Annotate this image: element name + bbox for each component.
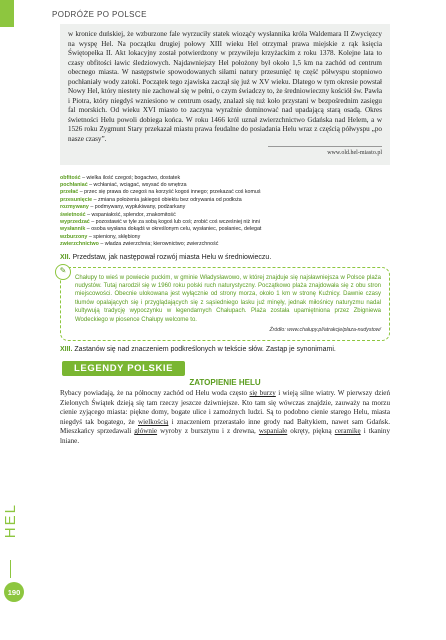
glossary-item: wysłannik – osoba wysłana dokądś w określonym celu, wysłaniec, posłaniec, delegat [60, 226, 262, 233]
glossary-item: pochłaniać – wchłaniać, wciągać, wsysać do wnętrza [60, 181, 187, 188]
glossary-item: świetność – wspaniałość, splendor, znakomitość [60, 211, 176, 218]
info-box-source: Źródło: www.chalupy.pl/atrakcje/plaza-nudystow/ [269, 327, 381, 333]
legend-text: Rybacy powiadają, że na północny zachód od Helu woda często się burzy i wieją silne wiatry. W pierwszy dzień Zielonych Świątek dzieją się tam rzeczy jeszcze dziwniejsze. Kto tam się wówczas znajdzie, zauważy na morzu cienie zyjącego miasta: piękne domy, bogate ulice i zamożnych ludzi. Są to podobno cienie starego Helu, miasta niegdyś tak bogatego, że wielkością i znaczeniem przerastało inne grody nad Bałtykiem, nawet sam Gdańsk. Mieszkańcy sprzedawali głównie wyroby z bursztynu i z drewna, wspaniałe okręty, piękną ceramikę i tkaniny lniane. [60, 389, 391, 445]
top-accent-bar [0, 0, 14, 27]
reading-passage [60, 24, 390, 165]
glossary-item: przełać – przec się prawa do czegoś na korzyść kogoś innego; przekazać coś komuś [60, 189, 261, 196]
glossary-item: przesunięcie – zmiana położenia jakiegoś obiektu bez odrywania od podłoża [60, 196, 242, 203]
sidebar-chapter-tag: HEL [2, 503, 19, 539]
main-content [60, 24, 390, 446]
sidebar-divider [10, 560, 11, 578]
glossary-item: obfitość – wielka ilość czegoś; bogactwo, dostatek [60, 174, 181, 181]
info-box [60, 267, 390, 342]
task-12: XII. Przedstaw, jak następował rozwój miasta Helu w średniowieczu. [60, 253, 272, 261]
glossary-item: wzburzony – spieniony, skłębiony [60, 233, 141, 240]
info-box-text: Chałupy to wieś w powiecie puckim, w gminie Władysławowo, w której znajduje się najsławniejsza w Polsce plaża nudystów. Tutaj narodził się w 1960 roku polski ruch naturystyczny. Początkowo plaża znajdowała się z obu stron miejscowości. Obecnie ulokowana jest wyłącznie od strony morza, około 1 km w stronę Kuźnicy. Dawnie czasy tłumów opalających się i przyglądających się z sąsiedniego lasku już minęły, jednak miłośnicy naturyzmu nadal kultywują tradycję wypoczynku w legendarnych Chałupach. Plaża została upamiętniona przez Zbigniewa Wodeckiego w piosence Chałupy welcome to. [75, 274, 381, 323]
pen-icon: ✎ [55, 264, 71, 280]
legend-banner: LEGENDY POLSKIE [62, 361, 185, 376]
reading-source: www.old.hel-miasto.pl [327, 150, 382, 156]
glossary [60, 175, 390, 249]
legend-title: ZATOPIENIE HELU [189, 378, 261, 388]
page-number: 190 [4, 582, 24, 602]
section-header: PODRÓŻE PO POLSCE [52, 10, 147, 19]
reading-text: w kronice duńskiej, że wzburzone fale wyrzuciły statek wioząćy wysłannika króla Waldemara II Zwycięzcy na wyspę Hel. Na początku drugiej połowy XIII wieku Hel otrzymał prawa miejskie z rąk księcia Świętopełka II. Akt lokacyjny został potwierdzony w przywileju krzyżackim z roku 1378. Kolejne lata to czasy obfitości ławic śledziowych. Najdawniejszy Hel położony był około 1,5 km na zachód od centrum obecnego miasta. W następstwie spowodowanych siłami natury przesunięć tę część półwyspu stopniowo pochłaniały wody zatoki. Początek tego zjawiska zaczął się już w XV wieku. Dlatego w tym okresie powstał Nowy Hel, który niestety nie zachował się w pełni, o czym świadczy to, że średniowieczny kościół św. Pawła i Piotra, który niegdyś wzniesiono w centrum osady, znalazł się tuż koło przystani w bezpośrednim zasięgu fal morskich. Od wieku XVI miasto to zaczyna wyraźnie dominować nad upadającą starą osadą. Okres świetności Helu powoli dobiega końca. W roku 1466 król uznał zwierzchnictwo Gdańska nad Helem, a w 1526 roku Zygmunt Stary przekazał miastu prawa feudalne do posiadania Helu wraz z częścią półwyspu „po nasze czasy”. [68, 30, 382, 143]
glossary-item: rozmywany – podmywany, wypłukiwany, podżarkany [60, 204, 186, 211]
glossary-item: zwierzchnictwo – władza zwierzchnia; kierownictwo; zwierzchność [60, 241, 219, 248]
task-13: XIII. Zastanów się nad znaczeniem podkreślonych w tekście słów. Zastąp je synonimami. [60, 346, 336, 354]
source-divider [268, 146, 382, 147]
glossary-item: wyprzedzać – pozostawić w tyle za sobą kogoś lub coś; zrobić coś wcześniej niż inni [60, 218, 260, 225]
